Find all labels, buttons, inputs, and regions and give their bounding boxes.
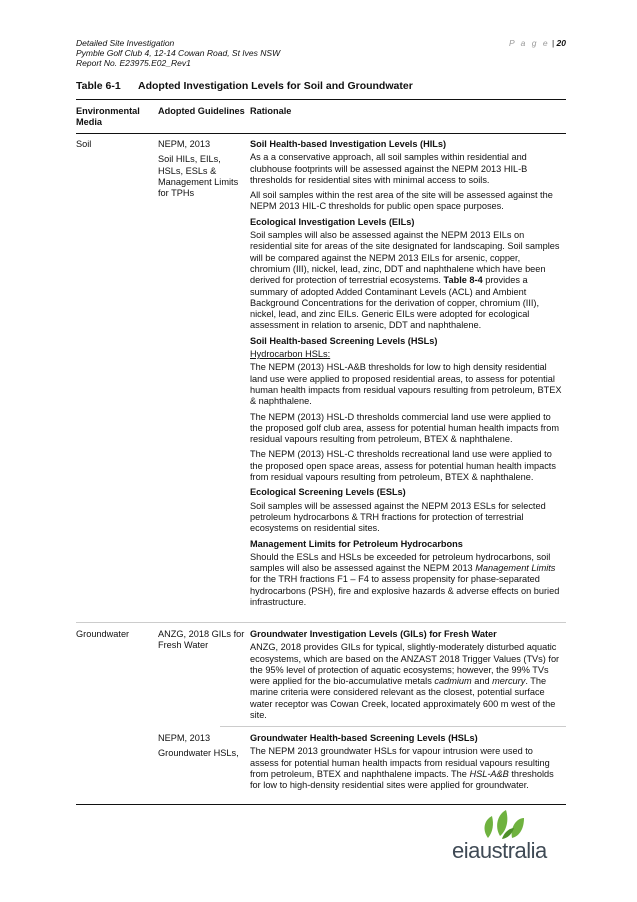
table-bottom-rule [76,804,566,805]
guidelines-groundwater-hsls [158,733,246,760]
report-number: Report No. E23975.E02_Rev1 [76,58,191,68]
para-hsl-ab: The NEPM (2013) HSL-A&B thresholds for low to high density residential land use were applied to proposed residential areas, to assess for potential human health impacts from residual vapours resulting from petroleum, BTEX & naphthalene. [250,362,562,407]
guideline-soil-levels: Soil HILs, EILs, HSLs, ESLs & Management Limits for TPHs [158,154,239,199]
subheading-hydrocarbon-hsls: Hydrocarbon HSLs: [250,349,331,360]
heading-eils: Ecological Investigation Levels (EILs) [250,216,415,227]
para-gw-hsls: The NEPM 2013 groundwater HSLs for vapour intrusion were used to assess for potential human health impacts from residual vapours resulting from petroleum, BTEX and naphthalene impacts. The HSL-A&B thresholds for low to high-density residential sites were applied for groundwater. [250,746,554,791]
guidelines-soil [158,139,246,199]
media-groundwater: Groundwater [76,629,130,639]
para-hils-2: All soil samples within the rest area of the site will be assessed against the NEPM 2013 HIL-C thresholds for public open space purposes. [250,190,553,212]
table-reference: Table 8-4 [443,275,483,286]
row-separator [76,622,566,623]
para-eils: Soil samples will also be assessed against the NEPM 2013 EILs on residential site for areas of the site designated for landscaping. Soil samples will be compared against the NEPM 2013 EILs for arsenic, copper, chromium (III), nickel, lead, zinc, DDT and naphthalene which have been derived for protection of terrestrial ecosystems. Table 8-4 provides a summary of adopted Added Contaminant Levels (ACL) and Ambient Background Concentrations for the derivation of copper, chromium (III), nickel, lead, and zinc EILs. Generic EILs were adopted for ecological assessment in relation to arsenic, DDT and naphthalene. [250,230,560,331]
guideline-anzg: ANZG, 2018 GILs for Fresh Water [158,629,245,651]
table-title [76,80,413,92]
heading-hils: Soil Health-based Investigation Levels (HILs) [250,139,447,149]
logo-wordmark: eiaustralia [452,838,547,863]
page-label: P a g e [508,38,550,48]
heading-esls: Ecological Screening Levels (ESLs) [250,487,406,498]
heading-management-limits: Management Limits for Petroleum Hydrocarbons [250,538,463,549]
sub-row-separator [220,726,566,727]
table-header-rule [76,133,566,134]
rationale-soil [250,139,562,612]
header-adopted-guidelines: Adopted Guidelines [158,106,245,116]
heading-gw-hsls: Groundwater Health-based Screening Levels (HSLs) [250,733,478,743]
rationale-groundwater-gils [250,629,562,725]
leaf-icon [478,806,528,840]
site-address: Pymble Golf Club 4, 12-14 Cowan Road, St Ives NSW [76,48,281,58]
eiaustralia-logo [452,806,562,864]
table-number: Table 6-1 [76,80,121,92]
para-hils-1: As a a conservative approach, all soil samples within residential and clubhouse footprints will be assessed against the NEPM 2013 HIL-B thresholds for residential sites with minimal access to soils. [250,152,528,185]
page-header [76,38,566,68]
para-hsl-c: The NEPM (2013) HSL-C thresholds recreational land use were applied to the proposed open space areas, assess for potential human health impacts from residual vapours resulting from petroleum, BTEX & naphthalene. [250,449,556,483]
header-environmental-media: Environmental Media [76,106,140,128]
guideline-nepm: NEPM, 2013 [158,139,211,149]
para-gils: ANZG, 2018 provides GILs for typical, slightly-moderately disturbed aquatic ecosystems, which are based on the ANZAST 2018 Trigger Values (TVs) for the 95% level of protection of aquatic ecosystems; however, the 99% TVs were applied for the bio-accumulative metals cadmium and mercury. The marine criteria were considered relevant as the closest, potential surface water receptor was Cowan Creek, located approximately 600 m west of the site. [250,642,560,721]
table-top-rule [76,99,566,100]
guideline-groundwater-hsls: Groundwater HSLs, [158,748,239,759]
header-rationale: Rationale [250,106,292,116]
heading-gils: Groundwater Investigation Levels (GILs) for Fresh Water [250,629,497,639]
page-separator: | [549,38,557,48]
table-caption: Adopted Investigation Levels for Soil and Groundwater [138,80,413,92]
heading-soil-hsls: Soil Health-based Screening Levels (HSLs) [250,335,438,346]
document-title: Detailed Site Investigation [76,38,175,48]
media-soil: Soil [76,139,92,149]
para-esls: Soil samples will be assessed against the NEPM 2013 ESLs for selected petroleum hydrocarbons & TRH fractions for protection of terrestrial ecosystems on residential sites. [250,500,546,534]
para-hsl-d: The NEPM (2013) HSL-D thresholds commercial land use were applied to the proposed golf club area, assess for potential human health impacts from residual vapours resulting from petroleum, BTEX & naphthalene. [250,411,559,445]
table-header-row [76,106,566,130]
rationale-groundwater-hsls [250,733,562,795]
page-number: 20 [556,38,566,48]
page-number-block [509,38,566,48]
para-management-limits: Should the ESLs and HSLs be exceeded for petroleum hydrocarbons, soil samples will also be assessed against the NEPM 2013 Management Limits for the TRH fractions F1 – F4 to assess propensity for phase-separated hydrocarbons (PSH), fire and explosive hazards & adverse effects on buried infrastructure. [250,551,560,607]
guideline-nepm-gw: NEPM, 2013 [158,733,211,743]
